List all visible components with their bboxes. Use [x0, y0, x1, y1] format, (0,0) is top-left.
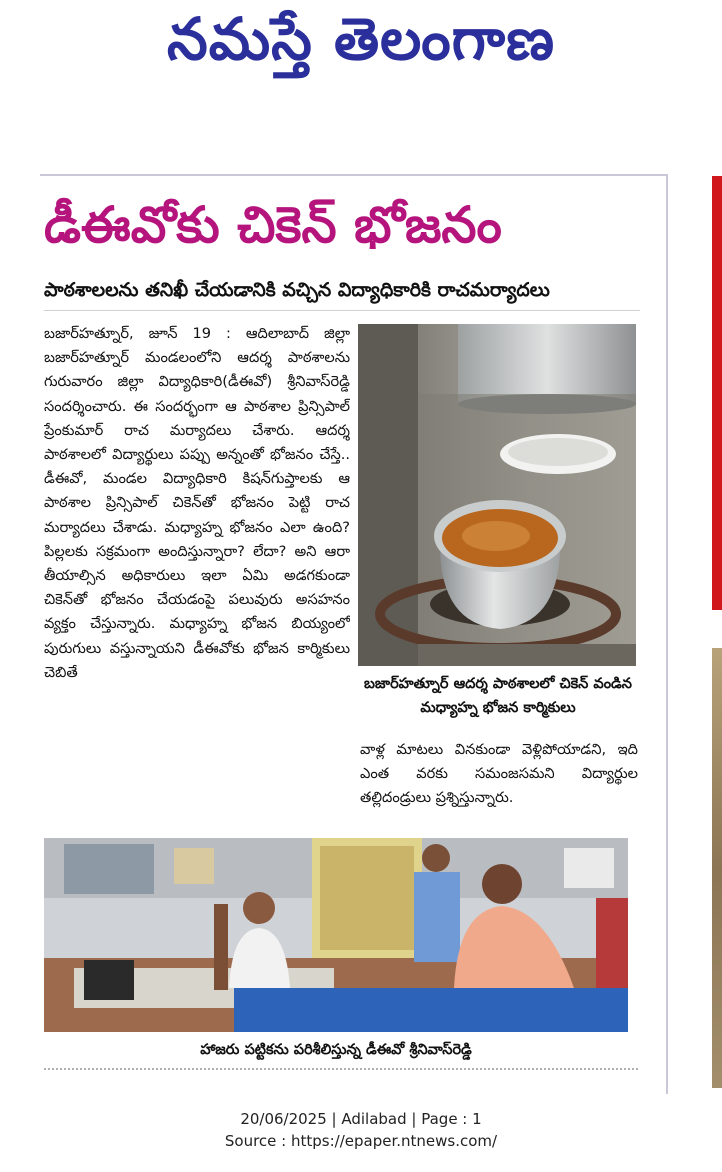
- adjacent-article-edge: [712, 176, 722, 610]
- newspaper-title: నమస్తే తెలంగాణ: [167, 5, 555, 73]
- masthead: [0, 4, 722, 74]
- body-paragraph: బజార్‌హత్నూర్, జూన్ 19 : ఆదిలాబాద్ జిల్లా బజార్‌హత్నూర్ మండలంలోని ఆదర్శ పాఠశాలను గురువారం జిల్లా విద్యాధికారి(డీఈవో) శ్రీనివాస్‌రెడ్డి సందర్శించారు. ఈ సందర్భంగా ఆ పాఠశాల ప్రిన్సిపాల్ ప్రేంకుమార్ రాచ మర్యాదలు చేశారు. ఆదర్శ పాఠశాలలో విద్యార్థులు పప్పు అన్నంతో భోజనం చేస్తే.. డీఈవో, మండల విద్యాధికారి కిషన్‌గుప్తాలకు ఆ పాఠశాల ప్రిన్సిపాల్ చికెన్‌తో భోజనం పెట్టి రాచ మర్యాదలు చేశాడు. మధ్యాహ్న భోజనం ఎలా ఉంది? పిల్లలకు సక్రమంగా అందిస్తున్నారా? లేదా? అని ఆరా తీయాల్సిన అధికారులు ఇలా ఏమి అడగకుండా చికెన్‌తో భోజనం చేయడంపై పలువురు అసహనం వ్యక్తం చేస్తున్నారు. మధ్యాహ్న భోజన బియ్యంలో పురుగులు వస్తున్నాయని డీఈవోకు భోజన కార్మికులు చెబితే: [44, 325, 350, 681]
- article-subheadline: పాఠశాలలను తనిఖీ చేయడానికి వచ్చిన విద్యాధికారికి రాచమర్యాదలు: [44, 279, 550, 301]
- edition-info: 20/06/2025 | Adilabad | Page : 1: [240, 1110, 482, 1128]
- office-photo: [44, 838, 628, 1032]
- article-headline: డీఈవోకు చికెన్ భోజనం: [44, 196, 502, 254]
- photo-caption-office: హాజరు పట్టికను పరిశీలిస్తున్న డీఈవో శ్రీనివాస్‌రెడ్డి: [200, 1042, 472, 1058]
- adjacent-photo-edge: [712, 648, 722, 1088]
- officials-meeting-image: [44, 838, 628, 1032]
- headline-divider: [44, 310, 640, 311]
- article-body-right-column: [360, 738, 638, 820]
- kitchen-photo: [358, 324, 636, 666]
- photo-caption-kitchen: బజార్‌హత్నూర్ ఆదర్శ పాఠశాలలో చికెన్ వండిన మధ్యాహ్న భోజన కార్మికులు: [364, 676, 632, 716]
- article-end-divider: [44, 1068, 638, 1070]
- cooking-pot-image: [358, 324, 636, 666]
- article-body-left-column: [44, 322, 350, 830]
- source-link[interactable]: Source : https://epaper.ntnews.com/: [224, 1132, 498, 1150]
- body-paragraph-continued: వాళ్ల మాటలు వినకుండా వెళ్లిపోయాడని, ఇది ఎంత వరకు సమంజసమని విద్యార్థుల తల్లిదండ్రులు ప్రశ్నిస్తున్నారు.: [360, 741, 638, 807]
